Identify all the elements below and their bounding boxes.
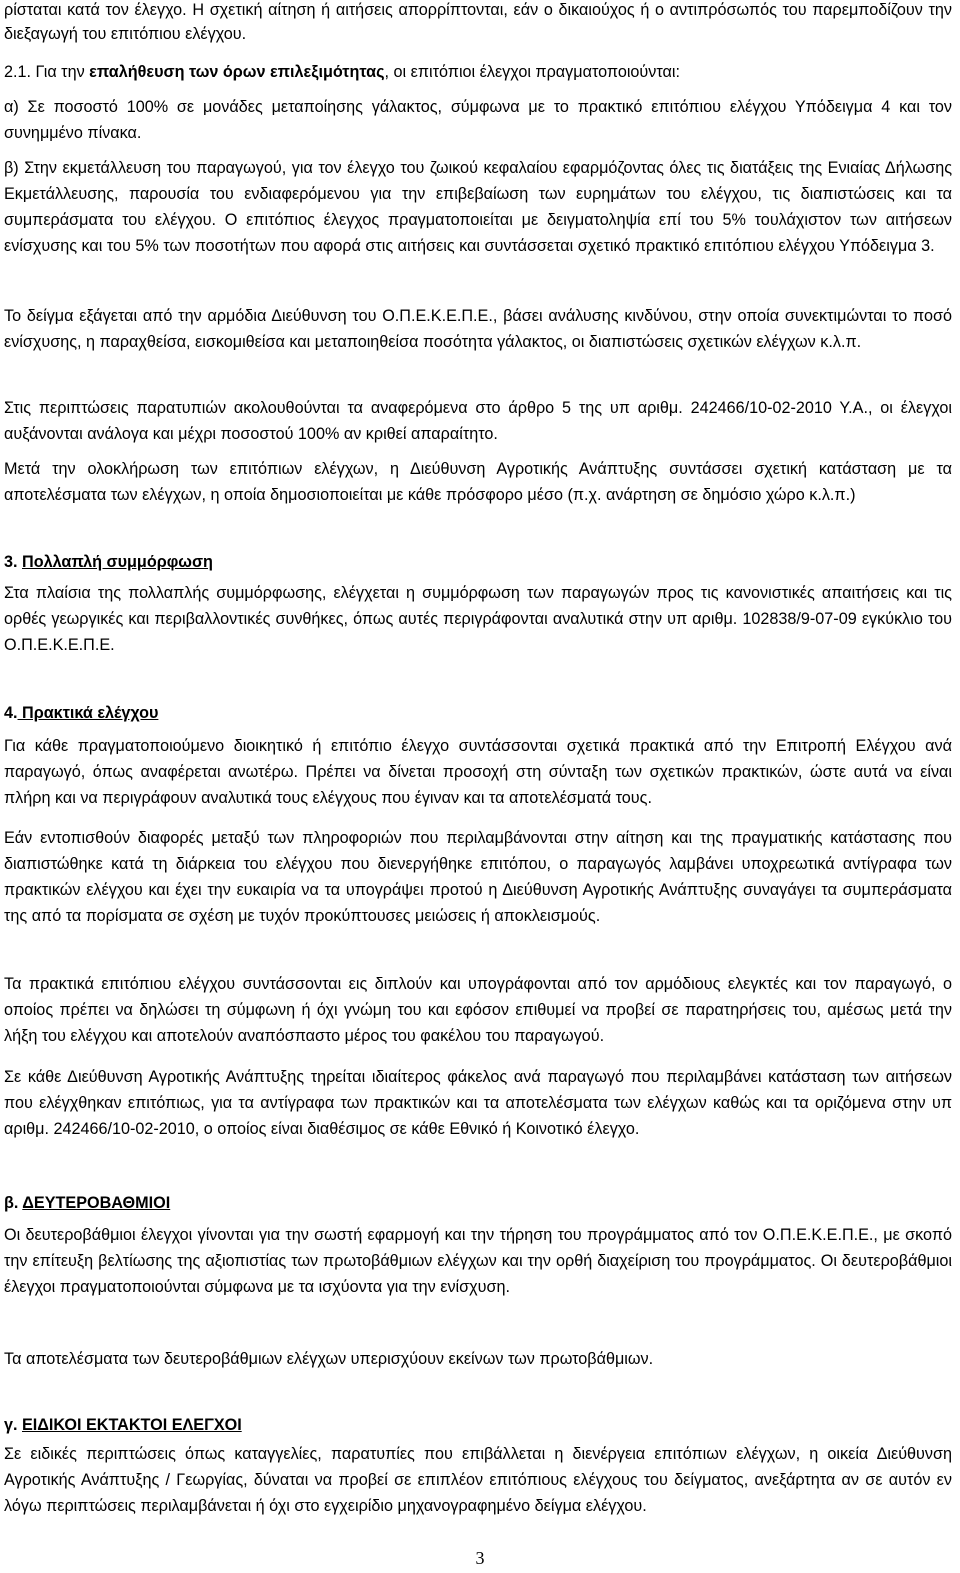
minutes-paragraph-2: Εάν εντοπισθούν διαφορές μεταξύ των πληροφοριών που περιλαμβάνονται στην αίτηση και της πραγματικής κατάστασης που διαπιστώθηκε κατά τη διάρκεια του ελέγχου που διενεργήθηκε επιτόπου, ο παραγωγός λαμβάνει υποχρεωτικά αντίγραφα των πρακτικών ελέγχου και έχει την ευκαιρία να τα υπογράψει προτού η Διεύθυνση Αγροτικής Ανάπτυξης συναγάγει τα συμπεράσματα της από τα πορίσματα σε σχέση με τυχόν προκύπτουσες μειώσεις ή αποκλεισμούς. (4, 829, 952, 925)
section-3-number: 3. (4, 553, 22, 571)
minutes-paragraph-4: Σε κάθε Διεύθυνση Αγροτικής Ανάπτυξης τηρείται ιδιαίτερος φάκελος ανά παραγωγό που περιλαμβάνει κατάσταση των αιτήσεων που ελέγχθηκαν επιτόπιως, για τα αντίγραφα των πρακτικών και τα αποτελέσματα των ελέγχων καθώς και τα οριζόμενα στην υπ αριθμ. 242466/10-02-2010, ο οποίος είναι διαθέσιμος σε κάθε Εθνικό ή Κοινοτικό έλεγχο. (4, 1068, 952, 1138)
section-c-number: γ. (4, 1416, 22, 1434)
section-b-title: ΔΕΥΤΕΡΟΒΑΘΜΙΟΙ (22, 1194, 171, 1212)
section-4-title: Πρακτικά ελέγχου (17, 704, 159, 722)
section-c-title: ΕΙΔΙΚΟΙ ΕΚΤΑΚΤΟΙ ΕΛΕΓΧΟΙ (22, 1416, 242, 1434)
section-4-number: 4. (4, 704, 18, 722)
section-4-heading (4, 700, 952, 726)
after-checks-paragraph: Μετά την ολοκλήρωση των επιτόπιων ελέγχων, η Διεύθυνση Αγροτικής Ανάπτυξης συντάσσει σχετική κατάσταση με τα αποτελέσματα των ελέγχων, η οποία δημοσιοποιείται με κάθε πρόσφορο μέσο (π.χ. ανάρτηση σε δημόσιο χώρο κ.λ.π.) (4, 460, 952, 504)
irregularities-paragraph: Στις περιπτώσεις παρατυπιών ακολουθούνται τα αναφερόμενα στο άρθρο 5 της υπ αριθμ. 242466/10-02-2010 Υ.Α., οι έλεγχοι αυξάνονται ανάλογα και μέχρι ποσοστού 100% αν κριθεί απαραίτητο. (4, 399, 952, 443)
intro-paragraph: ρίσταται κατά τον έλεγχο. Η σχετική αίτηση ή αιτήσεις απορρίπτονται, εάν ο δικαιούχος ή ο αντιπρόσωπός του παρεμποδίζουν την διεξαγωγή του επιτόπιου ελέγχου. (4, 1, 952, 43)
section-3-title: Πολλαπλή συμμόρφωση (22, 553, 213, 571)
section-2-1-paragraph (4, 59, 952, 85)
minutes-paragraph-1: Για κάθε πραγματοποιούμενο διοικητικό ή επιτόπιο έλεγχο συντάσσονται σχετικά πρακτικά από την Επιτροπή Ελέγχου ανά παραγωγό, όπως αναφέρεται ανωτέρω. Πρέπει να δίνεται προσοχή στη σύνταξη των σχετικών πρακτικών, ώστε αυτά να είναι πλήρη και να περιγράφουν αναλυτικά τους ελέγχους που έγιναν και τα αποτελέσματά τους. (4, 737, 952, 807)
special-checks-paragraph: Σε ειδικές περιπτώσεις όπως καταγγελίες, παρατυπίες που επιβάλλεται η διενέργεια επιτόπιων ελέγχων, η οικεία Διεύθυνση Αγροτικής Ανάπτυξης / Γεωργίας, δύναται να προβεί σε επιπλέον επιτόπιους ελέγχους του δείγματος, ανεξάρτητα αν σε αυτόν εν λόγω περιπτώσεις περιλαμβάνεται ή όχι στο εγχειρίδιο μηχανογραφημένο δείγμα ελέγχου. (4, 1445, 952, 1515)
page-number: 3 (475, 1548, 485, 1568)
section-b-number: β. (4, 1194, 23, 1212)
cross-compliance-paragraph: Στα πλαίσια της πολλαπλής συμμόρφωσης, ελέγχεται η συμμόρφωση των παραγωγών προς τις κανονιστικές απαιτήσεις και τις ορθές γεωργικές και περιβαλλοντικές συνθήκες, όπως αυτές περιγράφονται αναλυτικά στην υπ αριθμ. 102838/9-07-09 εγκύκλιο του Ο.Π.Ε.Κ.Ε.Π.Ε. (4, 584, 952, 654)
section-2-1-lead: 2.1. Για την (4, 63, 90, 81)
section-2-1-rest: , οι επιτόπιοι έλεγχοι πραγματοποιούνται: (384, 63, 680, 81)
section-c-heading (4, 1412, 952, 1438)
sample-paragraph: Το δείγμα εξάγεται από την αρμόδια Διεύθυνση του Ο.Π.Ε.Κ.Ε.Π.Ε., βάσει ανάλυσης κινδύνου, στην οποία συνεκτιμώνται το ποσό ενίσχυσης, η παραχθείσα, εισκομιθείσα και μεταποιηθείσα ποσότητα γάλακτος, οι διαπιστώσεις σχετικών ελέγχων κ.λ.π. (4, 307, 952, 351)
section-3-heading (4, 549, 952, 575)
item-b-paragraph: β) Στην εκμετάλλευση του παραγωγού, για τον έλεγχο του ζωικού κεφαλαίου εφαρμόζοντας όλες τις διατάξεις της Ενιαίας Δήλωσης Εκμετάλλευσης, παρουσία του ενδιαφερόμενου για την επιβεβαίωση των ευρημάτων του ελέγχου, τις διαπιστώσεις και τα συμπεράσματα του ελέγχου. Ο επιτόπιος έλεγχος πραγματοποιείται με δειγματοληψία επί του 5% τουλάχιστον των αιτήσεων ενίσχυσης και του 5% των ποσοτήτων που αφορά στις αιτήσεις και συντάσσεται σχετικό πρακτικό επιτόπιου ελέγχου Υπόδειγμα 3. (4, 159, 952, 255)
secondary-results-paragraph: Τα αποτελέσματα των δευτεροβάθμιων ελέγχων υπερισχύουν εκείνων των πρωτοβάθμιων. (4, 1350, 654, 1368)
section-2-1-bold: επαλήθευση των όρων επιλεξιμότητας (89, 63, 385, 81)
item-a-paragraph: α) Σε ποσοστό 100% σε μονάδες μεταποίησης γάλακτος, σύμφωνα με το πρακτικό επιτόπιου ελέγχου Υπόδειγμα 4 και τον συνημμένο πίνακα. (4, 98, 952, 142)
minutes-paragraph-3: Τα πρακτικά επιτόπιου ελέγχου συντάσσονται εις διπλούν και υπογράφονται από τον αρμόδιους ελεγκτές και τον παραγωγό, ο οποίος πρέπει να δηλώσει τη σύμφωνη ή όχι γνώμη του και εφόσον επιθυμεί να προβεί σε παρατηρήσεις του, αμέσως μετά την λήξη του ελέγχου και αποτελούν αναπόσπαστο μέρος του φακέλου του παραγωγού. (4, 975, 952, 1045)
secondary-checks-paragraph: Οι δευτεροβάθμιοι έλεγχοι γίνονται για την σωστή εφαρμογή και την τήρηση του προγράμματος από τον Ο.Π.Ε.Κ.Ε.Π.Ε., με σκοπό την επίτευξη βελτίωσης της αξιοπιστίας των πρωτοβάθμιων ελέγχων και την ορθή διαχείριση του προγράμματος. Οι δευτεροβάθμιοι έλεγχοι πραγματοποιούνται σύμφωνα με τα ισχύοντα για την ενίσχυση. (4, 1226, 952, 1296)
section-b-heading (4, 1190, 952, 1216)
